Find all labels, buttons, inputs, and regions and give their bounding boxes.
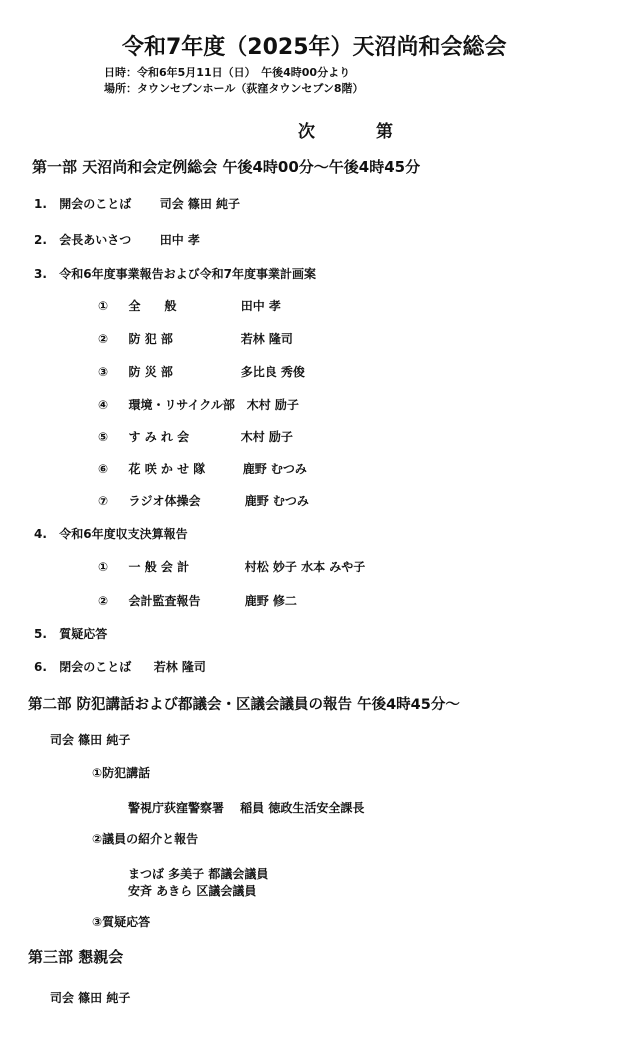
part1-heading: 第一部 天沼尚和会定例総会 午後4時00分～午後4時45分 [32,158,421,176]
report-row [98,363,305,380]
item-number: 5. [34,627,47,641]
finance-mark: ① [98,560,109,574]
finance-mark: ② [98,594,109,608]
part2-heading: 第二部 防犯講話および都議会・区議会議員の報告 午後4時45分～ [28,697,460,713]
report-dept: 防 犯 部 [128,332,173,346]
part3-heading: 第三部 懇親会 [28,948,124,966]
member-2: 安斉 あきら 区議会議員 [128,884,257,898]
finance-dept: 会計監査報告 [128,594,201,608]
item-number: 4. [34,527,47,541]
report-row [98,460,307,477]
report-person: 多比良 秀俊 [240,365,305,379]
part2-mc: 司会 篠田 純子 [50,733,131,747]
event-venue: 場所：タウンセブンホール（荻窪タウンセブン8階） [104,82,364,95]
report-dept: ラジオ体操会 [128,494,201,508]
report-row [98,330,293,347]
agenda-item-1 [34,195,240,212]
agenda-item-2 [34,231,200,248]
report-mark: ④ [98,398,109,412]
item-label: 質疑応答 [59,627,108,641]
report-person: 木村 励子 [246,398,299,412]
item-number: 2. [34,233,47,247]
item-label: 令和6年度事業報告および令和7年度事業計画案 [59,267,316,281]
item-label: 会長あいさつ [59,233,132,247]
report-dept: す み れ 会 [128,430,190,444]
report-person: 鹿野 むつみ [242,462,307,476]
report-mark: ② [98,332,109,346]
agenda-subtitle: 次 第 [298,122,415,142]
qa-label: ③質疑応答 [92,915,151,929]
report-mark: ③ [98,365,109,379]
talk-label: ①防犯講話 [92,766,151,780]
report-person: 田中 孝 [240,299,281,313]
finance-person: 村松 妙子 水本 みや子 [244,560,366,574]
report-row [98,297,281,314]
agenda-item-4 [34,525,188,542]
item-people: 司会 篠田 純子 [159,197,241,211]
item-label: 開会のことば [59,197,132,211]
finance-dept: 一 般 会 計 [128,560,190,574]
report-row [98,492,309,509]
report-person: 木村 励子 [240,430,293,444]
report-row [98,396,299,413]
finance-person: 鹿野 修二 [244,594,297,608]
talk-speaker: 警視庁荻窪警察署 稲員 徳政生活安全課長 [128,801,365,815]
agenda-item-3 [34,265,316,282]
item-number: 3. [34,267,47,281]
part3-mc: 司会 篠田 純子 [50,991,131,1005]
report-mark: ⑥ [98,462,109,476]
report-dept: 防 災 部 [128,365,173,379]
item-label: 閉会のことば [59,660,132,674]
report-mark: ⑤ [98,430,109,444]
report-dept: 環境・リサイクル部 [128,398,235,412]
agenda-item-6 [34,658,206,675]
item-number: 6. [34,660,47,674]
report-dept: 花 咲 か せ 隊 [128,462,206,476]
report-person: 鹿野 むつみ [244,494,309,508]
item-people: 若林 隆司 [153,660,206,674]
report-person: 若林 隆司 [240,332,293,346]
report-row [98,428,293,445]
report-mark: ⑦ [98,494,109,508]
report-dept: 全 般 [128,299,177,313]
event-date: 日時：令和6年5月11日（日） 午後4時00分より [104,66,351,79]
item-people: 田中 孝 [159,233,200,247]
member-1: まつば 多美子 都議会議員 [128,867,269,881]
finance-row [98,592,297,609]
item-label: 令和6年度収支決算報告 [59,527,188,541]
document-title: 令和7年度（2025年）天沼尚和会総会 [122,35,507,60]
intro-label: ②議員の紹介と報告 [92,832,199,846]
item-number: 1. [34,197,47,211]
report-mark: ① [98,299,109,313]
agenda-item-5 [34,625,107,642]
finance-row [98,558,365,575]
